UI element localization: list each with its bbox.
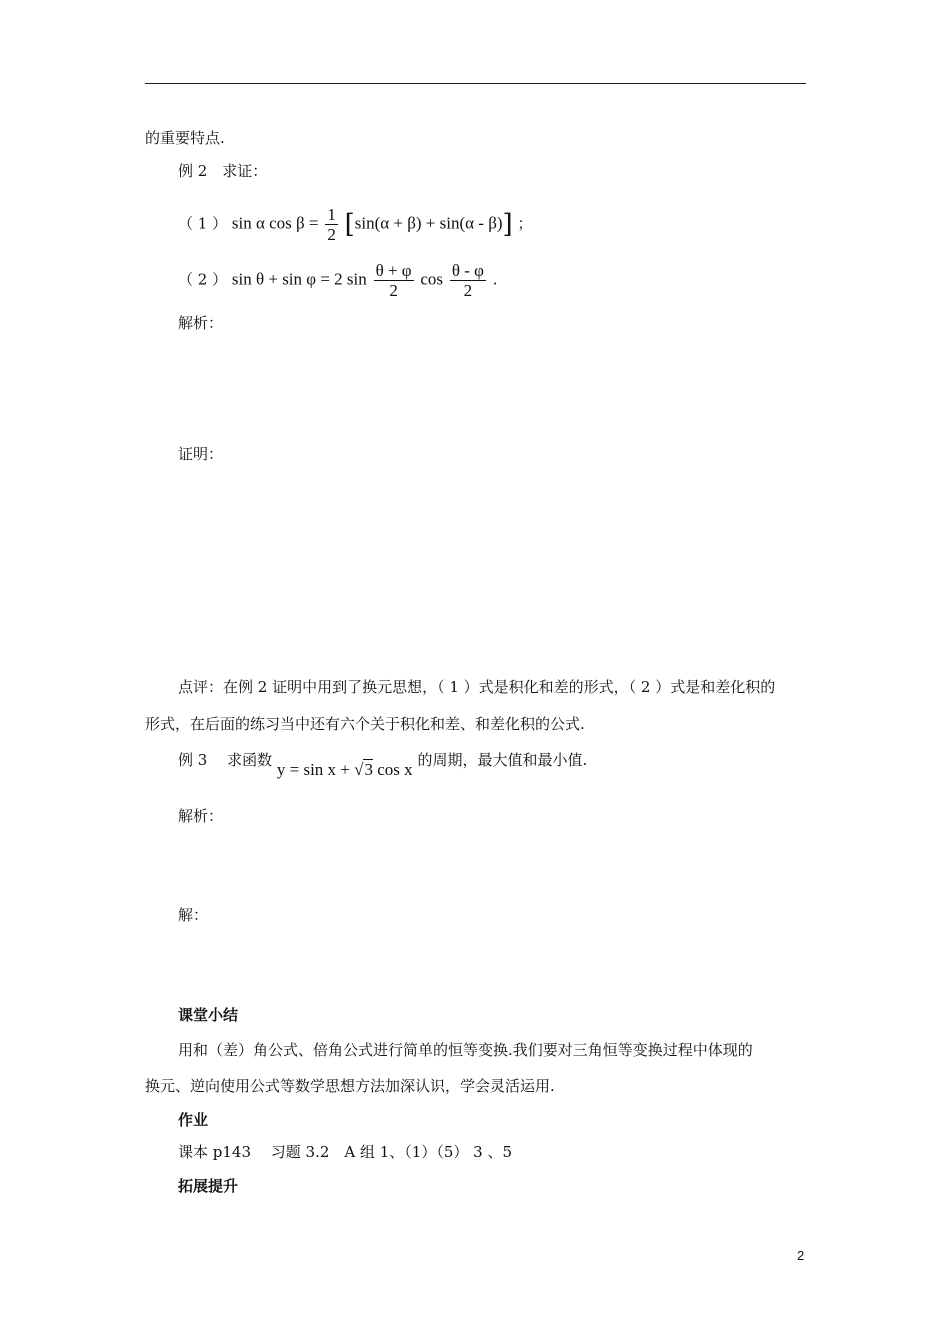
item2-lhs: sin θ + sin φ = 2 sin — [231, 269, 367, 289]
comment-line-2: 形式，在后面的练习当中还有六个关于积化和差、和差化积的公式. — [145, 715, 585, 733]
example2-item2 — [178, 261, 498, 300]
formula-left: y = sin x + — [276, 760, 355, 779]
item2-frac2-num: θ - φ — [451, 261, 484, 280]
item1-fraction — [325, 205, 338, 244]
example2-title: 例 2 求证： — [178, 162, 268, 180]
item2-frac2-den: 2 — [463, 281, 473, 300]
right-bracket: ] — [502, 209, 513, 240]
summary-heading: 课堂小结 — [178, 1006, 239, 1024]
example2-item1 — [178, 205, 532, 244]
item2-frac1-num: θ + φ — [375, 261, 412, 280]
item2-fraction-1 — [374, 261, 414, 300]
homework-text: 课本 p143 习题 3.2 A 组 1、（1）（5） 3 、5 — [178, 1143, 513, 1161]
item1-rhs: sin(α + β) + sin(α - β) — [354, 213, 503, 233]
comment-line-1: 点评：在例 2 证明中用到了换元思想，（ 1 ）式是积化和差的形式，（ 2 ）式是和差化积的 — [178, 678, 776, 696]
summary-line-2: 换元、逆向使用公式等数学思想方法加深认识，学会灵活运用. — [145, 1077, 555, 1095]
summary-line-1: 用和（差）角公式、倍角公式进行简单的恒等变换.我们要对三角恒等变换过程中体现的 — [178, 1041, 753, 1059]
example2-analysis-label: 解析： — [178, 314, 224, 332]
left-bracket: [ — [344, 209, 355, 240]
example3-analysis-label: 解析： — [178, 807, 224, 825]
header-rule — [145, 83, 806, 84]
item2-label: （ 2 ） — [178, 270, 228, 289]
example2-proof-label: 证明： — [178, 445, 224, 463]
item2-end: . — [492, 270, 498, 289]
item1-label: （ 1 ） — [178, 214, 228, 233]
item1-frac-den: 2 — [327, 225, 336, 244]
item2-fraction-2 — [450, 261, 486, 300]
example3-line — [178, 750, 588, 779]
example3-formula: y = sin x + √3 cos x — [276, 760, 413, 779]
extension-heading: 拓展提升 — [178, 1177, 239, 1195]
item1-end: ； — [517, 214, 533, 233]
example3-tail: 的周期，最大值和最小值. — [417, 751, 588, 769]
page-number: 2 — [797, 1248, 805, 1263]
item2-mid: cos — [420, 269, 444, 289]
item1-lhs: sin α cos β = — [231, 213, 319, 233]
formula-sqrt: 3 — [364, 760, 373, 779]
formula-right: cos x — [372, 760, 413, 779]
example3-solution-label: 解： — [178, 906, 209, 924]
continuation-text: 的重要特点. — [145, 129, 225, 147]
item2-frac1-den: 2 — [389, 281, 398, 300]
example3-title: 例 3 求函数 — [178, 751, 273, 769]
item1-frac-num: 1 — [327, 205, 336, 224]
homework-heading: 作业 — [178, 1111, 209, 1129]
